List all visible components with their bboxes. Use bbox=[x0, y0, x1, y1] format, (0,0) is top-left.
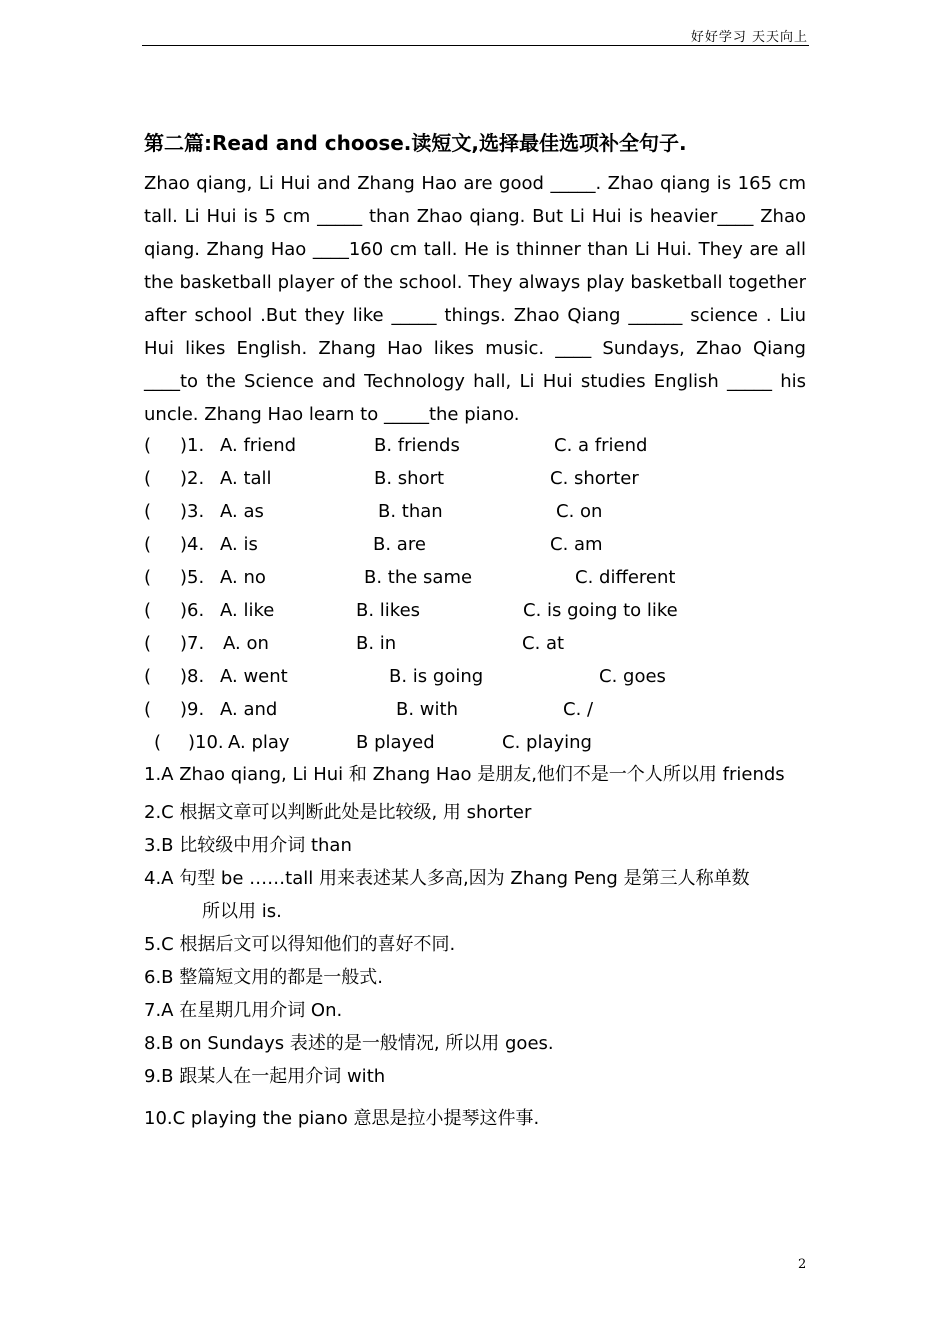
question-number: )8. bbox=[180, 666, 205, 687]
answer-line: 5.C 根据后文可以得知他们的喜好不同. bbox=[144, 934, 456, 955]
header-divider bbox=[142, 45, 809, 46]
option-c: C. playing bbox=[502, 732, 592, 753]
page-header-text: 好好学习 天天向上 bbox=[690, 30, 808, 45]
question-number: )10. bbox=[188, 732, 224, 753]
answer-line: 2.C 根据文章可以判断此处是比较级, 用 shorter bbox=[144, 802, 532, 823]
question-row bbox=[144, 726, 806, 759]
question-number: )7. bbox=[180, 633, 205, 654]
option-a: A. no bbox=[220, 567, 266, 588]
option-a: A. is bbox=[220, 534, 258, 555]
question-list bbox=[144, 429, 806, 759]
option-c: C. is going to like bbox=[523, 600, 678, 621]
answer-line: 4.A 句型 be ……tall 用来表述某人多高,因为 Zhang Peng 是第三人称单数 bbox=[144, 868, 750, 889]
option-c: C. goes bbox=[599, 666, 666, 687]
answer-blank: ( bbox=[144, 468, 152, 489]
answer-blank: ( bbox=[144, 699, 152, 720]
option-b: B. likes bbox=[356, 600, 421, 621]
option-a: A. as bbox=[220, 501, 264, 522]
question-number: )6. bbox=[180, 600, 205, 621]
option-b: B. friends bbox=[374, 435, 460, 456]
option-a: A. like bbox=[220, 600, 275, 621]
option-b: B. in bbox=[356, 633, 397, 654]
option-a: A. went bbox=[220, 666, 288, 687]
answer-blank: ( bbox=[144, 633, 152, 654]
question-row bbox=[144, 561, 806, 594]
answer-blank: ( bbox=[144, 534, 152, 555]
question-number: )2. bbox=[180, 468, 205, 489]
option-b: B. with bbox=[396, 699, 458, 720]
option-b: B. is going bbox=[389, 666, 484, 687]
option-c: C. / bbox=[563, 699, 594, 720]
answer-line: 1.A Zhao qiang, Li Hui 和 Zhang Hao 是朋友,他们不是一个人所以用 friends bbox=[144, 764, 785, 785]
question-row bbox=[144, 462, 806, 495]
option-a: A. on bbox=[223, 633, 269, 654]
question-row bbox=[144, 495, 806, 528]
option-b: B. are bbox=[373, 534, 426, 555]
option-a: A. and bbox=[220, 699, 278, 720]
option-a: A. friend bbox=[220, 435, 297, 456]
option-c: C. different bbox=[575, 567, 676, 588]
section-title: 第二篇:Read and choose.读短文,选择最佳选项补全句子. bbox=[144, 131, 687, 155]
answer-line: 3.B 比较级中用介词 than bbox=[144, 835, 352, 856]
question-row bbox=[144, 693, 806, 726]
question-row bbox=[144, 627, 806, 660]
option-c: C. a friend bbox=[554, 435, 648, 456]
option-b: B. than bbox=[378, 501, 443, 522]
answer-line: 9.B 跟某人在一起用介词 with bbox=[144, 1066, 386, 1087]
question-number: )3. bbox=[180, 501, 205, 522]
option-a: A. tall bbox=[220, 468, 272, 489]
question-row bbox=[144, 429, 806, 462]
answer-explanations bbox=[144, 758, 814, 1135]
option-c: C. on bbox=[556, 501, 603, 522]
question-row bbox=[144, 660, 806, 693]
answer-blank: ( bbox=[144, 435, 152, 456]
question-number: )9. bbox=[180, 699, 205, 720]
option-c: C. shorter bbox=[550, 468, 639, 489]
answer-line: 7.A 在星期几用介词 On. bbox=[144, 1000, 343, 1021]
question-row bbox=[144, 594, 806, 627]
answer-line: 10.C playing the piano 意思是拉小提琴这件事. bbox=[144, 1108, 540, 1129]
answer-blank: ( bbox=[144, 567, 152, 588]
answer-line-continuation: 所以用 is. bbox=[202, 901, 282, 922]
question-number: )1. bbox=[180, 435, 205, 456]
question-row bbox=[144, 528, 806, 561]
answer-blank: ( bbox=[144, 501, 152, 522]
page-number: 2 bbox=[798, 1257, 807, 1272]
answer-line: 6.B 整篇短文用的都是一般式. bbox=[144, 967, 383, 988]
answer-blank: ( bbox=[144, 600, 152, 621]
option-b: B played bbox=[356, 732, 435, 753]
answer-blank: ( bbox=[144, 666, 152, 687]
question-number: )5. bbox=[180, 567, 205, 588]
option-a: A. play bbox=[228, 732, 290, 753]
option-c: C. at bbox=[522, 633, 565, 654]
question-number: )4. bbox=[180, 534, 205, 555]
option-c: C. am bbox=[550, 534, 603, 555]
option-b: B. short bbox=[374, 468, 445, 489]
option-b: B. the same bbox=[364, 567, 473, 588]
reading-passage: Zhao qiang, Li Hui and Zhang Hao are good _____. Zhao qiang is 165 cm tall. Li Hui is 5 cm _____ than Zhao qiang. But Li Hui is heavier____ Zhao qiang. Zhang Hao ____160 cm tall. He is thinner than Li Hui. They are all the basketball player of the school. They always play basketball together after school .But they like _____ things. Zhao Qiang ______ science . Liu Hui likes English. Zhang Hao likes music. ____ Sundays, Zhao Qiang ____to the Science and Technology hall, Li Hui studies English _____ his uncle. Zhang Hao learn to _____the piano. bbox=[144, 173, 806, 425]
answer-line: 8.B on Sundays 表述的是一般情况, 所以用 goes. bbox=[144, 1033, 554, 1054]
answer-blank: ( bbox=[154, 732, 162, 753]
